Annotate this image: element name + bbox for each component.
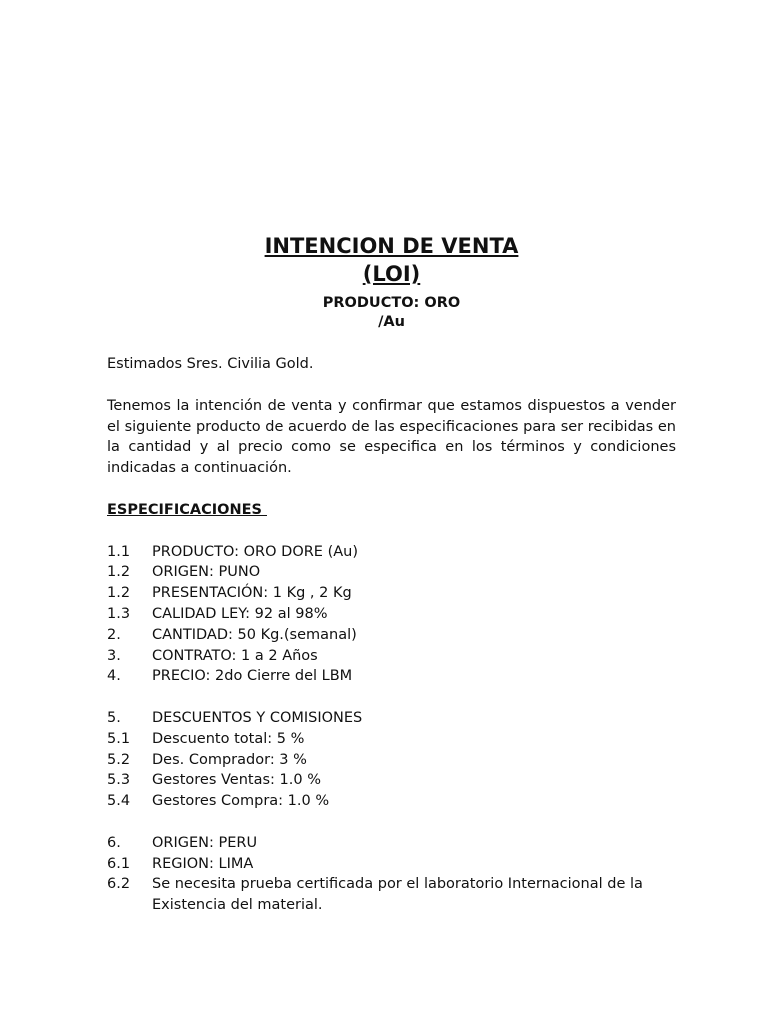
list-item-number: 3.: [107, 647, 121, 664]
list-item-text: REGION: LIMA: [152, 855, 254, 872]
list-item: [107, 874, 676, 916]
list-item: [107, 750, 676, 771]
list-item: [107, 791, 676, 812]
list-item: [107, 833, 676, 854]
list-item-number: 6.: [107, 834, 121, 851]
spec-list-3: [107, 833, 676, 916]
list-item-text: Descuento total: 5 %: [152, 730, 305, 747]
list-item-number: 5.2: [107, 751, 131, 768]
list-item-number: 4.: [107, 668, 121, 685]
intro-paragraph: Tenemos la intención de venta y confirmar que estamos dispuestos a vender el siguiente producto de acuerdo de las especificaciones para ser recibidas en la cantidad y al precio como se especifica en los términos y condiciones indicadas a continuación.: [107, 397, 676, 477]
list-item: [107, 708, 676, 729]
list-item-number: 6.1: [107, 855, 131, 872]
list-item-text: Des. Comprador: 3 %: [152, 751, 307, 768]
list-item-number: 6.2: [107, 876, 131, 893]
list-item-number: 1.2: [107, 564, 131, 581]
list-item-text: CONTRATO: 1 a 2 Años: [152, 647, 318, 664]
list-item: [107, 729, 676, 750]
list-item: [107, 646, 676, 667]
list-item: [107, 562, 676, 583]
list-item-text: Gestores Compra: 1.0 %: [152, 793, 330, 810]
list-item-number: 1.3: [107, 605, 131, 622]
list-item: [107, 625, 676, 646]
list-item: [107, 604, 676, 625]
list-item-text: ORIGEN: PERU: [152, 834, 258, 851]
list-item-text: Gestores Ventas: 1.0 %: [152, 772, 321, 789]
spec-list-1: [107, 542, 676, 688]
list-item-text: PRODUCTO: ORO DORE (Au): [152, 543, 359, 560]
spec-list-2: [107, 708, 676, 812]
document-page: [107, 232, 676, 916]
list-item-number: 5.1: [107, 730, 131, 747]
subtitle-line-1: PRODUCTO: ORO: [322, 295, 461, 311]
list-item-number: 2.: [107, 626, 121, 643]
list-item-text: PRECIO: 2do Cierre del LBM: [152, 668, 353, 685]
subtitle-line-2: /Au: [378, 314, 405, 330]
document-subtitle: [107, 294, 676, 332]
list-item-text: PRESENTACIÓN: 1 Kg , 2 Kg: [152, 585, 352, 602]
list-item-number: 5.3: [107, 772, 131, 789]
list-item: [107, 542, 676, 563]
list-item: [107, 770, 676, 791]
section-heading: ESPECIFICACIONES: [107, 501, 267, 518]
list-item-text: CANTIDAD: 50 Kg.(semanal): [152, 626, 357, 643]
list-item-number: 5.: [107, 709, 121, 726]
title-line-1: INTENCION DE VENTA: [264, 234, 519, 258]
list-item: [107, 583, 676, 604]
title-line-2: (LOI): [362, 262, 421, 286]
list-item-text: ORIGEN: PUNO: [152, 564, 261, 581]
list-item: [107, 666, 676, 687]
list-item: [107, 854, 676, 875]
greeting: Estimados Sres. Civilia Gold.: [107, 356, 314, 372]
document-title: [107, 232, 676, 288]
list-item-number: 1.1: [107, 543, 131, 560]
list-item-text: CALIDAD LEY: 92 al 98%: [152, 605, 328, 622]
list-item-number: 5.4: [107, 793, 131, 810]
list-item-text: DESCUENTOS Y COMISIONES: [152, 709, 363, 726]
list-item-text: Se necesita prueba certificada por el laboratorio Internacional de la Existencia del material.: [152, 876, 643, 914]
list-item-number: 1.2: [107, 585, 131, 602]
